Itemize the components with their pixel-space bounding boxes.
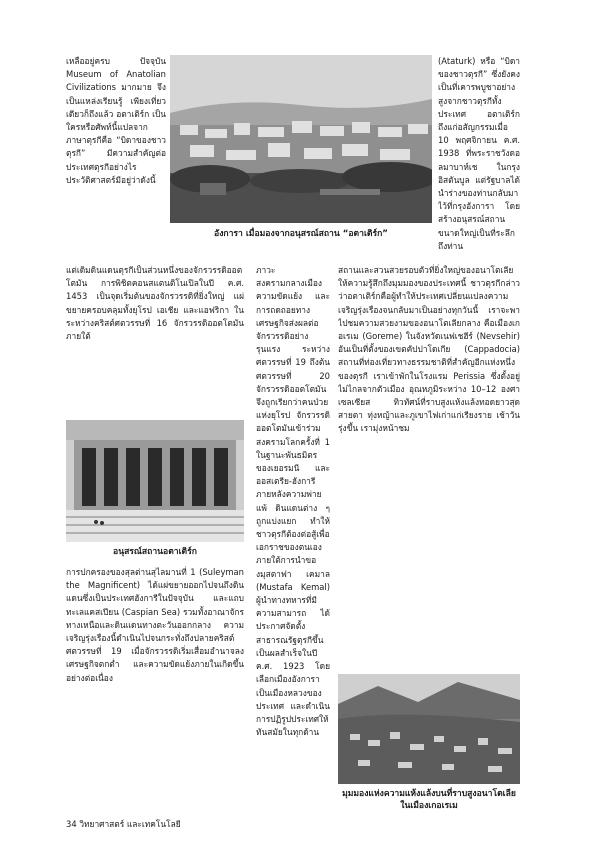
text-col1-middle	[66, 264, 244, 414]
text-col1-top	[66, 55, 166, 249]
ankara-city-illustration	[170, 55, 432, 223]
mausoleum-photo-caption: อนุสรณ์สถานอตาเติร์ก	[113, 547, 197, 557]
ankara-city-photo	[170, 55, 432, 223]
ankara-photo-caption: อังการา เมื่อมองจากอนุสรณ์สถาน “อตาเติร์ก”	[214, 229, 388, 239]
goreme-illustration	[338, 674, 520, 784]
paragraph-col3-middle: สถานและสวนสวยรอบตัวที่ยิ่งใหญ่ของอนาโตเลีย ให้ความรู้สึกถึงมุมมองของประเทศนี้ ชาวตุรกีกล่าวว่าอตาเติร์กคือผู้ทำให้ประเทศเปลี่ยนแปลงความเจริญรุ่งเรืองจนกลับมาเป็นอย่างทุกวันนี้ เราจะพาไปชมความสวยงามของอนาโตเลียกลาง คือเมืองเกอเรเม (Goreme) ในจังหวัดเนฟเชฮีร์ (Nevsehir) อันเป็นที่ตั้งของเขตคัปปาโดเกีย (Cappadocia) สถานที่ท่องเที่ยวทางธรรมชาติที่สำคัญอีกแห่งหนึ่งของตุรกี เราเข้าพักในโรงแรม Perissia ซึ่งตั้งอยู่ไม่ไกลจากตัวเมือง อุณหภูมิระหว่าง 10–12 องศาเซลเซียส ทิวทัศน์ที่ราบสูงแห้งแล้งทอดยาวสุดสายตา ทุ่งหญ้าและภูเขาไฟเก่าแก่เรียงราย เช้าวันรุ่งขึ้น เรามุ่งหน้าชม	[338, 265, 520, 434]
text-col3-middle	[338, 264, 520, 668]
text-col2	[256, 264, 330, 810]
goreme-landscape-photo	[338, 674, 520, 784]
text-col1-bottom	[66, 566, 244, 810]
paragraph-col1-middle: แต่เดิมดินแดนตุรกีเป็นส่วนหนึ่งของจักรวรรดิออตโตมัน การพิชิตคอนสแตนติโนเปิลในปี ค.ศ. 1453 เป็นจุดเริ่มต้นของจักรวรรดิที่ยิ่งใหญ่ แผ่ขยายครอบคลุมทั้งยุโรป เอเชีย และแอฟริกา ในระหว่างคริสต์ศตวรรษที่ 16 จักรวรรดิออตโตมันภายใต้	[66, 265, 244, 342]
mausoleum-illustration	[66, 420, 244, 542]
paragraph-col1-bottom: การปกครองของสุลต่านสุไลมานที่ 1 (Suleyman the Magnificent) ได้แผ่ขยายออกไปจนถึงดินแดนซึ่งเป็นประเทศฮังการีในปัจจุบัน และแถบทะเลแคสเปียน (Caspian Sea) รวมทั้งอาณาจักรทางเหนือและดินแดนทางตะวันออกกลาง ความเจริญรุ่งเรืองนี้ดำเนินไปจนกระทั่งถึงปลายคริสต์ศตวรรษที่ 19 เมื่อจักรวรรดิเริ่มเสื่อมอำนาจลง เศรษฐกิจตกต่ำ และความขัดแย้งภายในเกิดขึ้นอย่างต่อเนื่อง	[66, 567, 244, 683]
paragraph-col1-top: เหลืออยู่ครบ ปัจจุบัน Museum of Anatolian Civilizations มากมาย จึงเป็นแหล่งเรียนรู้ เพียงเที่ยวเดียวก็ถึงแล้ว อตาเติร์ก เป็นใครหรือศัพท์นี้แปลจากภาษาตุรกีคือ “บิดาของชาวตุรกี” มีความสำคัญต่อประเทศตุรกีอย่างไร ประวัติศาสตร์มีอยู่ว่าดังนี้	[66, 56, 166, 185]
paragraph-col2: ภาวะสงครามกลางเมือง ความขัดแย้ง และการถดถอยทางเศรษฐกิจส่งผลต่อจักรวรรดิอย่างรุนแรง ระหว่างศตวรรษที่ 19 ถึงต้นศตวรรษที่ 20 จักรวรรดิออตโตมันจึงถูกเรียกว่าคนป่วยแห่งยุโรป จักรวรรดิออตโตมันเข้าร่วมสงครามโลกครั้งที่ 1 ในฐานะพันธมิตรของเยอรมนี และออสเตรีย-ฮังการี ภายหลังความพ่ายแพ้ ดินแดนต่าง ๆ ถูกแบ่งแยก ทำให้ชาวตุรกีต้องต่อสู้เพื่อเอกราชของตนเอง ภายใต้การนำของมุสตาฟา เคมาล (Mustafa Kemal) ผู้นำทางทหารที่มีความสามารถ ได้ประกาศจัดตั้งสาธารณรัฐตุรกีขึ้นเป็นผลสำเร็จในปี ค.ศ. 1923 โดยเลือกเมืองอังการาเป็นเมืองหลวงของประเทศ และดำเนินการปฏิรูปประเทศให้ทันสมัยในทุกด้าน	[256, 265, 330, 738]
page-footer: 34 วิทยาศาสตร์ และเทคโนโลยี	[66, 819, 181, 829]
goreme-photo-caption: มุมมองแห่งความแห้งแล้งบนที่ราบสูงอนาโตเลียในเมืองเกอเรเม	[342, 789, 516, 811]
paragraph-col3-top: (Ataturk) หรือ “บิดาของชาวตุรกี” ซึ่งยังคงเป็นที่เคารพบูชาอย่างสูงจากชาวตุรกีทั้งประเทศ อตาเติร์กถึงแก่อสัญกรรมเมื่อ 10 พฤศจิกายน ค.ศ. 1938 ที่พระราชวังดอลมาบาห์เช ในกรุงอิสตันบูล แต่รัฐบาลได้นำร่างของท่านกลับมาไว้ที่กรุงอังการา โดยสร้างอนุสรณ์สถานขนาดใหญ่เป็นที่ระลึกถึงท่าน	[438, 56, 520, 251]
ataturk-mausoleum-photo	[66, 420, 244, 542]
text-col3-top	[438, 55, 520, 255]
